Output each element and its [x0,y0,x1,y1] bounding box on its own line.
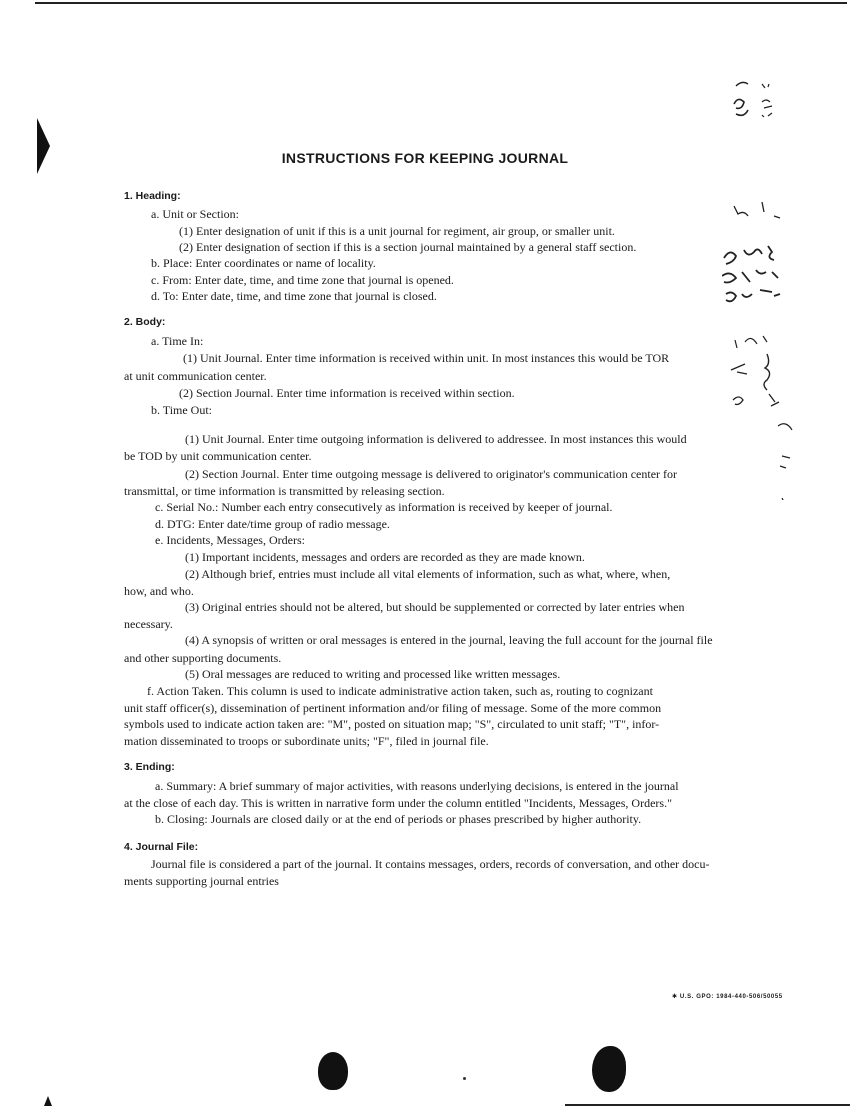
body-item-e4-line2: and other supporting documents. [124,651,282,665]
section-heading-label: 1. Heading: [124,190,181,202]
body-item-e1: (1) Important incidents, messages and orders are recorded as they are made known. [185,550,585,564]
punch-hole-left [318,1052,348,1090]
body-item-e: e. Incidents, Messages, Orders: [155,533,305,547]
body-item-f-line2: unit staff officer(s), dissemination of pertinent information and/or filing of message. Some of the more common [124,701,662,715]
top-rule [35,2,847,4]
body-item-d: d. DTG: Enter date/time group of radio message. [155,517,390,531]
body-item-f-line3: symbols used to indicate action taken are: "M", posted on situation map; "S", circulated to unit staff; "T", infor- [124,717,660,731]
body-item-e3-line2: necessary. [124,617,173,631]
punch-hole-right [592,1046,626,1092]
body-item-c: c. Serial No.: Number each entry consecutively as information is received by keeper of journal. [155,500,613,514]
body-item-a: a. Time In: [151,334,204,348]
page-title: INSTRUCTIONS FOR KEEPING JOURNAL [281,150,569,166]
speck-dot [463,1077,466,1080]
body-item-b: b. Time Out: [151,403,213,417]
body-item-e2-line2: how, and who. [124,584,194,598]
heading-item-b: b. Place: Enter coordinates or name of locality. [151,256,376,270]
journal-file-line2: ments supporting journal entries [124,874,279,888]
stamp-mark [728,72,788,132]
heading-item-a1: (1) Enter designation of unit if this is a unit journal for regiment, air group, or smaller unit. [179,224,615,238]
bottom-rule [565,1104,850,1106]
body-item-a1-line2: at unit communication center. [124,369,267,383]
body-item-b2-line1: (2) Section Journal. Enter time outgoing message is delivered to originator's communication center for [185,467,678,481]
body-item-b1-line2: be TOD by unit communication center. [124,449,312,463]
heading-item-a2: (2) Enter designation of section if this is a section journal maintained by a general staff section. [179,240,637,254]
ending-item-b: b. Closing: Journals are closed daily or at the end of periods or phases prescribed by higher authority. [155,812,642,826]
body-item-e4-line1: (4) A synopsis of written or oral messages is entered in the journal, leaving the full account for the journal file [185,633,713,647]
section-journal-file-label: 4. Journal File: [124,841,199,853]
handwritten-notes-body [725,330,790,420]
handwritten-notes-margin [772,420,802,500]
heading-item-c: c. From: Enter date, time, and time zone that journal is opened. [151,273,454,287]
section-ending-label: 3. Ending: [124,761,175,773]
body-item-e2-line1: (2) Although brief, entries must include all vital elements of information, such as what, where, when, [185,567,671,581]
body-item-e3-line1: (3) Original entries should not be altered, but should be supplemented or corrected by later entries when [185,600,685,614]
body-item-f-line1: f. Action Taken. This column is used to indicate administrative action taken, such as, routing to cognizant [147,684,653,698]
section-body-label: 2. Body: [124,316,166,328]
printing-office-code: ✱ U.S. GPO: 1984-440-506/50055 [672,994,783,1000]
heading-item-d: d. To: Enter date, time, and time zone that journal is closed. [151,289,437,303]
body-item-f-line4: mation disseminated to troops or subordinate units; "F", filed in journal file. [124,734,489,748]
handwritten-notes-heading [722,196,792,308]
body-item-a2: (2) Section Journal. Enter time information is received within section. [179,386,515,400]
heading-item-a: a. Unit or Section: [151,207,239,221]
corner-mark [44,1096,52,1106]
body-item-b2-line2: transmittal, or time information is transmitted by releasing section. [124,484,445,498]
body-item-b1-line1: (1) Unit Journal. Enter time outgoing information is delivered to addressee. In most instances this would [185,432,687,446]
body-item-e5: (5) Oral messages are reduced to writing and processed like written messages. [185,667,561,681]
journal-file-line1: Journal file is considered a part of the journal. It contains messages, orders, records of conversation, and other docu- [151,857,710,871]
body-item-a1-line1: (1) Unit Journal. Enter time information is received within unit. In most instances this would be TOR [183,351,670,365]
ending-item-a-line1: a. Summary: A brief summary of major activities, with reasons underlying decisions, is entered in the journal [155,779,679,793]
ending-item-a-line2: at the close of each day. This is written in narrative form under the column entitled "Incidents, Messages, Orders." [124,796,672,810]
